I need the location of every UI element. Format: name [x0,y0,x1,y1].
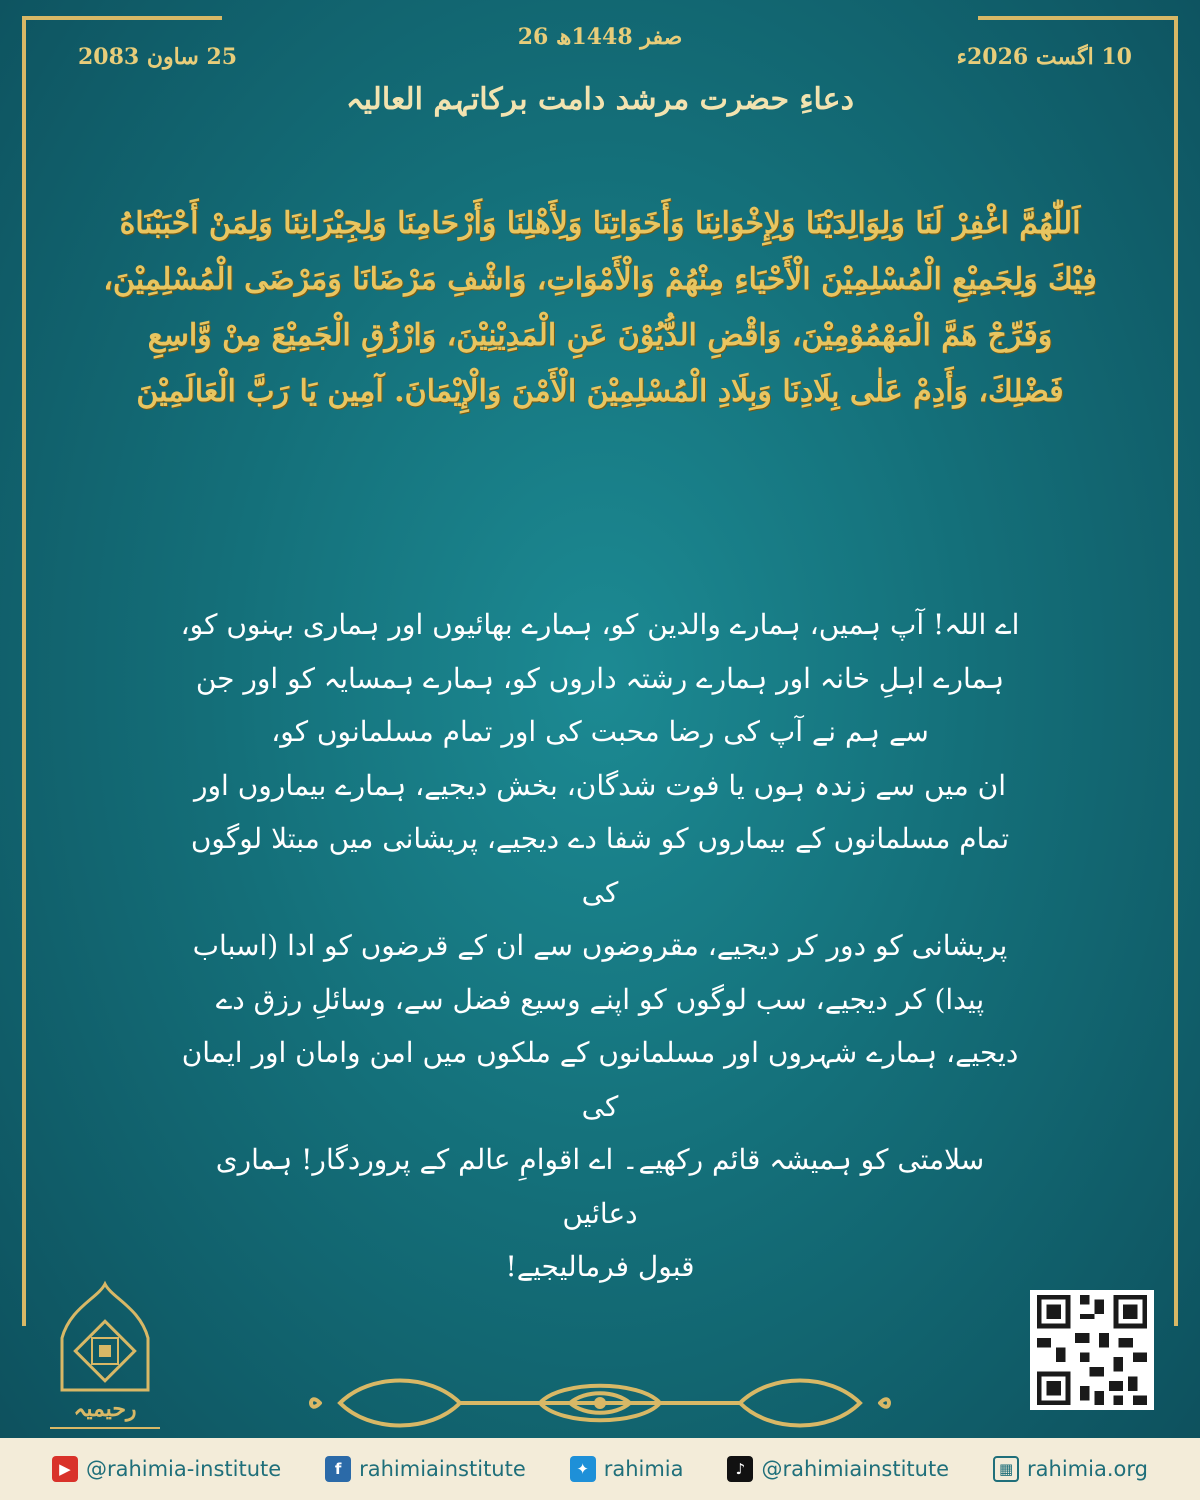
twitter-icon: ✦ [570,1456,596,1482]
urdu-line: پریشانی کو دور کر دیجیے، مقروضوں سے ان کے قرضوں کو ادا (اسباب [192,929,1008,962]
page-title: دعاءِ حضرت مرشد دامت برکاتہم العالیہ [346,82,854,117]
urdu-translation [180,598,1020,1294]
urdu-line: سلامتی کو ہمیشہ قائم رکھیے۔ اے اقوامِ عالم کے پروردگار! ہماری دعائیں [215,1143,985,1230]
urdu-line: تمام مسلمانوں کے بیماروں کو شفا دے دیجیے، پریشانی میں مبتلا لوگوں کی [190,822,1010,909]
frame-right [1174,16,1178,1326]
social-footer [0,1438,1200,1500]
frame-top-left [22,16,222,20]
arabic-dua: اَللّٰهُمَّ اغْفِرْ لَنَا وَلِوَالِدَيْنَا وَلِإِخْوَانِنَا وَأَخَوَاتِنَا وَلِأَهْلِنَا وَأَرْحَامِنَا وَلِجِيْرَانِنَا وَلِمَنْ أَحْبَبْنَاهُ فِيْكَ وَلِجَمِيْعِ الْمُسْلِمِيْنَ الْأَحْيَاءِ مِنْهُمْ وَالْأَمْوَاتِ، وَاشْفِ مَرْضَانَا وَمَرْضَى الْمُسْلِمِيْنَ، وَفَرِّجْ هَمَّ الْمَهْمُوْمِيْنَ، وَاقْضِ الدُّيُوْنَ عَنِ الْمَدِيْنِيْنَ، وَارْزُقِ الْجَمِيْعَ مِنْ وَّاسِعِ فَضْلِكَ، وَأَدِمْ عَلٰى بِلَادِنَا وَبِلَادِ الْمُسْلِمِيْنَ الْأَمْنَ وَالْإِيْمَانَ. آمِين يَا رَبَّ الْعَالَمِيْنَ [103,206,1097,409]
tiktok-handle: @rahimiainstitute [761,1457,950,1481]
bikrami-date: 25 ساون 2083 [78,44,238,70]
urdu-line: سے ہم نے آپ کی رضا محبت کی اور تمام مسلمانوں کو، [271,715,929,748]
urdu-line: ہمارے اہلِ خانہ اور ہمارے رشتہ داروں کو، ہمارے ہمسایہ کو اور جن [195,661,1005,695]
decorative-ornament [300,1368,900,1438]
tiktok-link[interactable] [727,1456,949,1482]
twitter-link[interactable] [570,1456,684,1482]
urdu-line: ان میں سے زندہ ہوں یا فوت شدگان، بخش دیجیے، ہمارے بیماروں اور [193,768,1006,802]
website-url: rahimia.org [1027,1457,1148,1481]
tiktok-icon: ♪ [727,1456,753,1482]
logo-text: رحیمیہ [73,1396,137,1422]
facebook-link[interactable] [325,1456,526,1482]
qr-code[interactable] [1030,1290,1154,1410]
urdu-line: قبول فرمالیجیے! [505,1250,695,1283]
frame-left [22,16,26,1326]
website-link[interactable] [993,1456,1148,1482]
gregorian-date: 10 اگست 2026ء [956,44,1132,70]
frame-top-right [978,16,1178,20]
youtube-link[interactable] [52,1456,281,1482]
urdu-line: دیجیے، ہمارے شہروں اور مسلمانوں کے ملکوں میں امن وامان اور ایمان کی [181,1036,1019,1123]
facebook-icon: f [325,1456,351,1482]
facebook-handle: rahimiainstitute [359,1457,526,1481]
youtube-handle: @rahimia-institute [85,1457,282,1481]
urdu-line: اے اللہ! آپ ہمیں، ہمارے والدین کو، ہمارے بھائیوں اور ہماری بہنوں کو، [180,608,1020,641]
qr-icon: ▦ [993,1456,1019,1482]
rahimia-logo [40,1278,170,1438]
urdu-line: پیدا) کر دیجیے، سب لوگوں کو اپنے وسیع فضل سے، وسائلِ رزق دے [215,982,985,1016]
youtube-icon: ▶ [52,1456,78,1482]
hijri-date: 26 صفر 1448ھ [517,24,683,50]
twitter-handle: rahimia [603,1457,684,1481]
